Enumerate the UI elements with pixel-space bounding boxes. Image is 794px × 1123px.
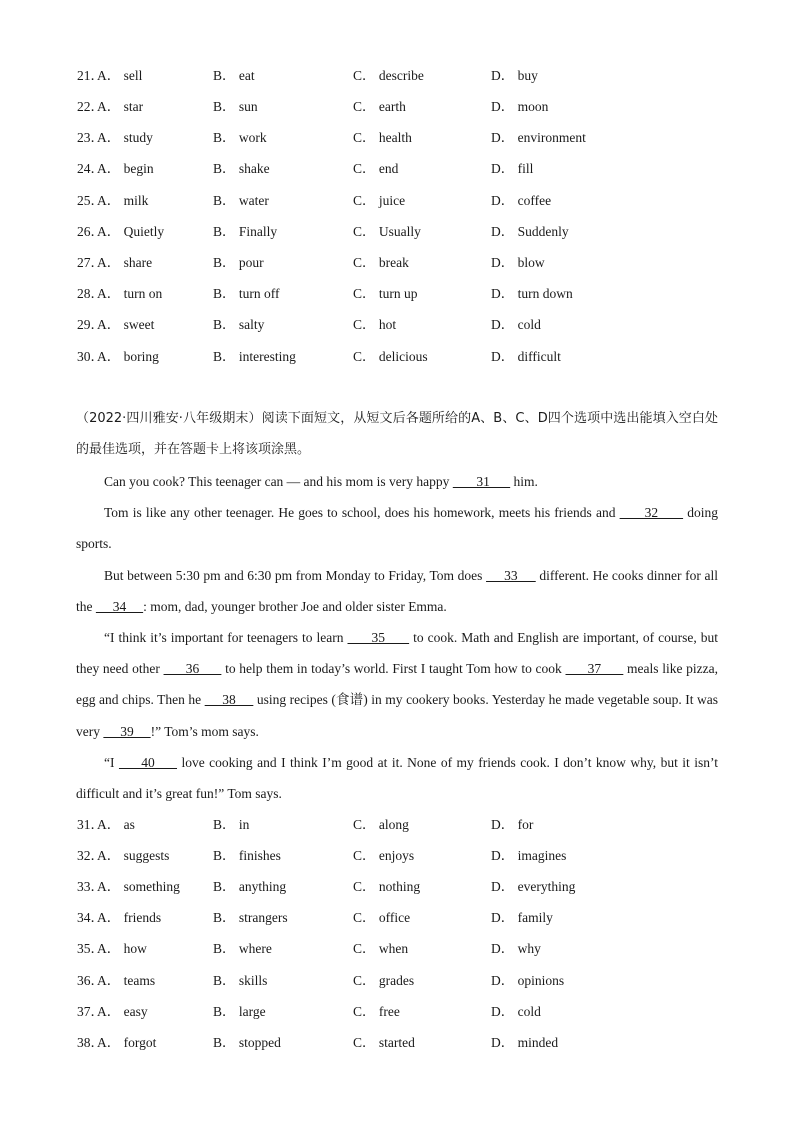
option-b: B． sun: [213, 99, 258, 114]
question-number: 29．: [77, 317, 104, 332]
passage-text: different. He cooks dinner for all the: [76, 568, 719, 615]
option-d: D． Suddenly: [491, 224, 569, 239]
question-number: 38．: [77, 1035, 104, 1050]
option-c: C． describe: [353, 68, 424, 83]
option-d: D． fill: [491, 161, 534, 176]
blank-31: 31: [452, 474, 511, 489]
passage-text: Can you cook? This teenager can — and his mom is very happy: [104, 474, 453, 489]
question-number: 35．: [77, 941, 104, 956]
passage-text: “I think it’s important for teenagers to learn: [104, 630, 348, 645]
blank-37: 37: [565, 661, 624, 677]
option-d: D． blow: [491, 255, 545, 270]
option-a: A． turn on: [97, 286, 163, 301]
question-number: 24．: [77, 161, 104, 176]
option-d: D． minded: [491, 1035, 559, 1050]
passage-instructions: （2022·四川雅安·八年级期末）阅读下面短文，从短文后各题所给的A、B、C、D四个选项中选出能填入空白处的最佳选项，并在答题卡上将该项涂黑。: [76, 411, 718, 458]
question-number: 21．: [77, 68, 104, 83]
question-number: 31．: [77, 817, 104, 832]
option-b: B． salty: [213, 317, 265, 332]
option-d: D． why: [491, 941, 541, 956]
passage-text: Tom is like any other teenager. He goes to school, does his homework, meets his friends and: [104, 505, 620, 520]
option-a: A． star: [97, 99, 144, 114]
blank-40: 40: [118, 755, 178, 770]
passage-text: : mom, dad, younger brother Joe and older sister Emma.: [143, 599, 447, 615]
option-c: C． when: [353, 941, 409, 956]
passage-text: meals like pizza, egg and chips. Then he: [76, 661, 718, 708]
option-d: D． difficult: [491, 349, 561, 364]
passage-text: to cook. Math and English are important, of course, but they need other: [76, 630, 718, 677]
passage-text: using recipes (食谱) in my cookery books. Yesterday he made vegetable soup. It was very: [76, 692, 718, 739]
question-number: 33．: [77, 879, 104, 894]
question-number: 25．: [77, 193, 104, 208]
option-a: A． Quietly: [97, 224, 165, 239]
blank-35: 35: [347, 630, 410, 645]
passage-paragraph-2: [76, 497, 718, 559]
question-number: 27．: [77, 255, 104, 270]
option-a: A． easy: [97, 1004, 148, 1019]
option-d: D． buy: [491, 68, 538, 83]
option-a: A． share: [97, 255, 153, 270]
passage-text: him.: [510, 474, 538, 489]
question-number: 34．: [77, 910, 104, 925]
option-c: C． juice: [353, 193, 406, 208]
question-number: 28．: [77, 286, 104, 301]
option-b: B． water: [213, 193, 269, 208]
option-d: D． moon: [491, 99, 549, 114]
option-b: B． shake: [213, 161, 270, 176]
option-c: C． Usually: [353, 224, 421, 239]
option-c: C． free: [353, 1004, 400, 1019]
option-a: A． begin: [97, 161, 154, 176]
blank-32: 32: [619, 505, 684, 520]
option-a: A． something: [97, 879, 180, 894]
question-number: 23．: [77, 130, 104, 145]
option-c: C． along: [353, 817, 409, 832]
question-number: 26．: [77, 224, 104, 239]
option-a: A． milk: [97, 193, 149, 208]
option-b: B． finishes: [213, 848, 281, 863]
passage-text: doing sports.: [76, 505, 718, 552]
option-a: A． boring: [97, 349, 159, 364]
option-c: C． nothing: [353, 879, 421, 894]
option-b: B． in: [213, 817, 250, 832]
question-number: 22．: [77, 99, 104, 114]
option-d: D． coffee: [491, 193, 552, 208]
option-c: C． break: [353, 255, 409, 270]
option-b: B． interesting: [213, 349, 296, 364]
option-a: A． sweet: [97, 317, 155, 332]
blank-39: 39: [103, 723, 151, 739]
option-b: B． large: [213, 1004, 266, 1019]
option-d: D． family: [491, 910, 553, 925]
option-c: C． hot: [353, 317, 397, 332]
question-number: 37．: [77, 1004, 104, 1019]
option-b: B． skills: [213, 973, 268, 988]
question-number: 36．: [77, 973, 104, 988]
option-a: A． study: [97, 130, 153, 145]
blank-36: 36: [163, 661, 222, 677]
option-a: A． friends: [97, 910, 162, 925]
option-c: C． office: [353, 910, 411, 925]
option-c: C． earth: [353, 99, 406, 114]
option-d: D． environment: [491, 130, 586, 145]
option-c: C． delicious: [353, 349, 428, 364]
option-c: C． end: [353, 161, 399, 176]
option-d: D． imagines: [491, 848, 567, 863]
passage-paragraph-4: [76, 622, 718, 747]
option-a: A． suggests: [97, 848, 170, 863]
option-c: C． grades: [353, 973, 415, 988]
option-b: B． work: [213, 130, 267, 145]
passage-text: !” Tom’s mom says.: [150, 723, 259, 739]
passage-text: to help them in today’s world. First I taught Tom how to cook: [221, 661, 566, 677]
passage-paragraph-1: [76, 466, 718, 497]
option-b: B． strangers: [213, 910, 288, 925]
blank-38: 38: [204, 692, 254, 708]
question-number: 32．: [77, 848, 104, 863]
passage-text: love cooking and I think I’m good at it. None of my friends cook. I don’t know why, but it isn’t difficult and it’s great fun!” Tom says.: [76, 755, 719, 802]
option-b: B． Finally: [213, 224, 278, 239]
option-b: B． stopped: [213, 1035, 281, 1050]
option-b: B． turn off: [213, 286, 280, 301]
option-a: A． as: [97, 817, 135, 832]
passage-paragraph-3: [76, 560, 718, 622]
option-b: B． eat: [213, 68, 255, 83]
option-a: A． forgot: [97, 1035, 157, 1050]
passage-text: But between 5:30 pm and 6:30 pm from Monday to Friday, Tom does: [104, 568, 487, 583]
option-d: D． everything: [491, 879, 576, 894]
option-b: B． where: [213, 941, 272, 956]
option-b: B． anything: [213, 879, 287, 894]
option-d: D． turn down: [491, 286, 573, 301]
option-d: D． for: [491, 817, 534, 832]
option-d: D． cold: [491, 317, 541, 332]
option-b: B． pour: [213, 255, 264, 270]
option-c: C． turn up: [353, 286, 418, 301]
option-c: C． health: [353, 130, 412, 145]
blank-33: 33: [486, 568, 536, 583]
option-a: A． how: [97, 941, 147, 956]
option-d: D． opinions: [491, 973, 565, 988]
option-c: C． started: [353, 1035, 415, 1050]
option-a: A． teams: [97, 973, 156, 988]
option-c: C． enjoys: [353, 848, 415, 863]
passage-text: “I: [104, 755, 119, 770]
question-number: 30．: [77, 349, 104, 364]
blank-34: 34: [95, 599, 144, 615]
option-d: D． cold: [491, 1004, 541, 1019]
passage-paragraph-5: [76, 747, 718, 809]
option-a: A． sell: [97, 68, 143, 83]
